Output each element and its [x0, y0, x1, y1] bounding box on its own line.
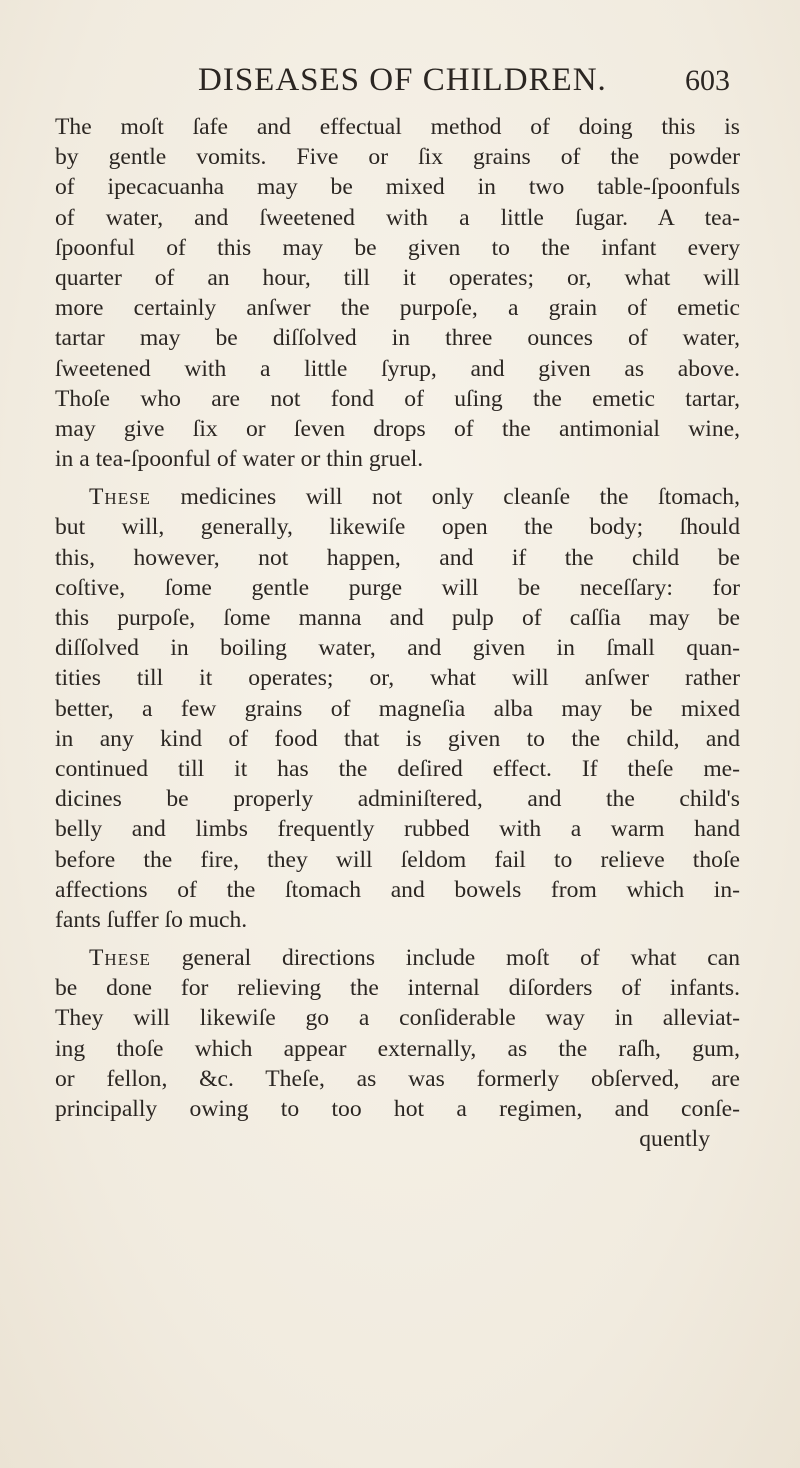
text-line: The moſt ſafe and effectual method of doing this is — [55, 114, 740, 140]
page-number: 603 — [685, 64, 730, 97]
first-line-rest: general directions include moſt of what can — [150, 945, 740, 972]
first-line-rest: medicines will not only cleanſe the ſtomach, — [150, 484, 740, 511]
text-line: of ipecacuanha may be mixed in two table-ſpoonfuls — [55, 174, 740, 201]
text-line: may give ſix or ſeven drops of the antimonial wine, — [55, 415, 740, 442]
text-line: fants ſuffer ſo much. — [55, 906, 248, 933]
text-line: diſſolved in boiling water, and given in ſmall quan- — [55, 635, 740, 662]
text-line: this, however, not happen, and if the child be — [55, 544, 740, 571]
lead-word: These — [89, 484, 151, 511]
paragraph-1 — [55, 112, 740, 474]
text-line: tities till it operates; or, what will anſwer rather — [55, 665, 740, 692]
text-line: quarter of an hour, till it operates; or, what will — [55, 264, 740, 291]
text-line: dicines be properly adminiſtered, and the child's — [55, 786, 740, 813]
text-line: ing thoſe which appear externally, as the raſh, gum, — [55, 1035, 740, 1062]
text-line: of water, and ſweetened with a little ſugar. A tea- — [55, 204, 740, 231]
text-line: in a tea-ſpoonful of water or thin gruel. — [55, 446, 424, 473]
catchword: quently — [639, 1126, 710, 1153]
text-line: or fellon, &c. Theſe, as was formerly obſerved, are — [55, 1065, 740, 1092]
text-line: in any kind of food that is given to the child, and — [55, 725, 740, 752]
running-head — [198, 62, 738, 112]
text-line: tartar may be diſſolved in three ounces of water, — [55, 325, 740, 352]
text-line: coſtive, ſome gentle purge will be neceſſary: for — [55, 574, 740, 601]
text-line: by gentle vomits. Five or ſix grains of the powder — [55, 144, 740, 171]
text-line: affections of the ſtomach and bowels from which in- — [55, 876, 740, 903]
text-line: more certainly anſwer the purpoſe, a grain of emetic — [55, 295, 740, 322]
text-line: principally owing to too hot a regimen, and conſe- — [55, 1096, 740, 1122]
running-title: DISEASES OF CHILDREN. — [198, 62, 607, 98]
text-line: Thoſe who are not fond of uſing the emetic tartar, — [55, 385, 740, 412]
text-line: but will, generally, likewiſe open the body; ſhould — [55, 514, 740, 541]
text-line: ſpoonful of this may be given to the infant every — [55, 234, 740, 261]
paragraph-3 — [55, 943, 740, 1154]
lead-word: These — [89, 945, 151, 972]
paragraph-2 — [55, 482, 740, 935]
text-line-first — [55, 943, 740, 973]
text-line: this purpoſe, ſome manna and pulp of caſſia may be — [55, 605, 740, 631]
body-text — [55, 112, 740, 1154]
text-line: be done for relieving the internal diſorders of infants. — [55, 975, 740, 1002]
text-line: ſweetened with a little ſyrup, and given as above. — [55, 355, 740, 382]
text-line: They will likewiſe go a conſiderable way in alleviat- — [55, 1005, 740, 1032]
text-line: belly and limbs frequently rubbed with a warm hand — [55, 816, 740, 843]
text-line: better, a few grains of magneſia alba may be mixed — [55, 695, 740, 722]
text-line: before the fire, they will ſeldom fail to relieve thoſe — [55, 846, 740, 873]
text-line: continued till it has the deſired effect. If theſe me- — [55, 755, 740, 782]
text-line-first — [55, 482, 740, 512]
